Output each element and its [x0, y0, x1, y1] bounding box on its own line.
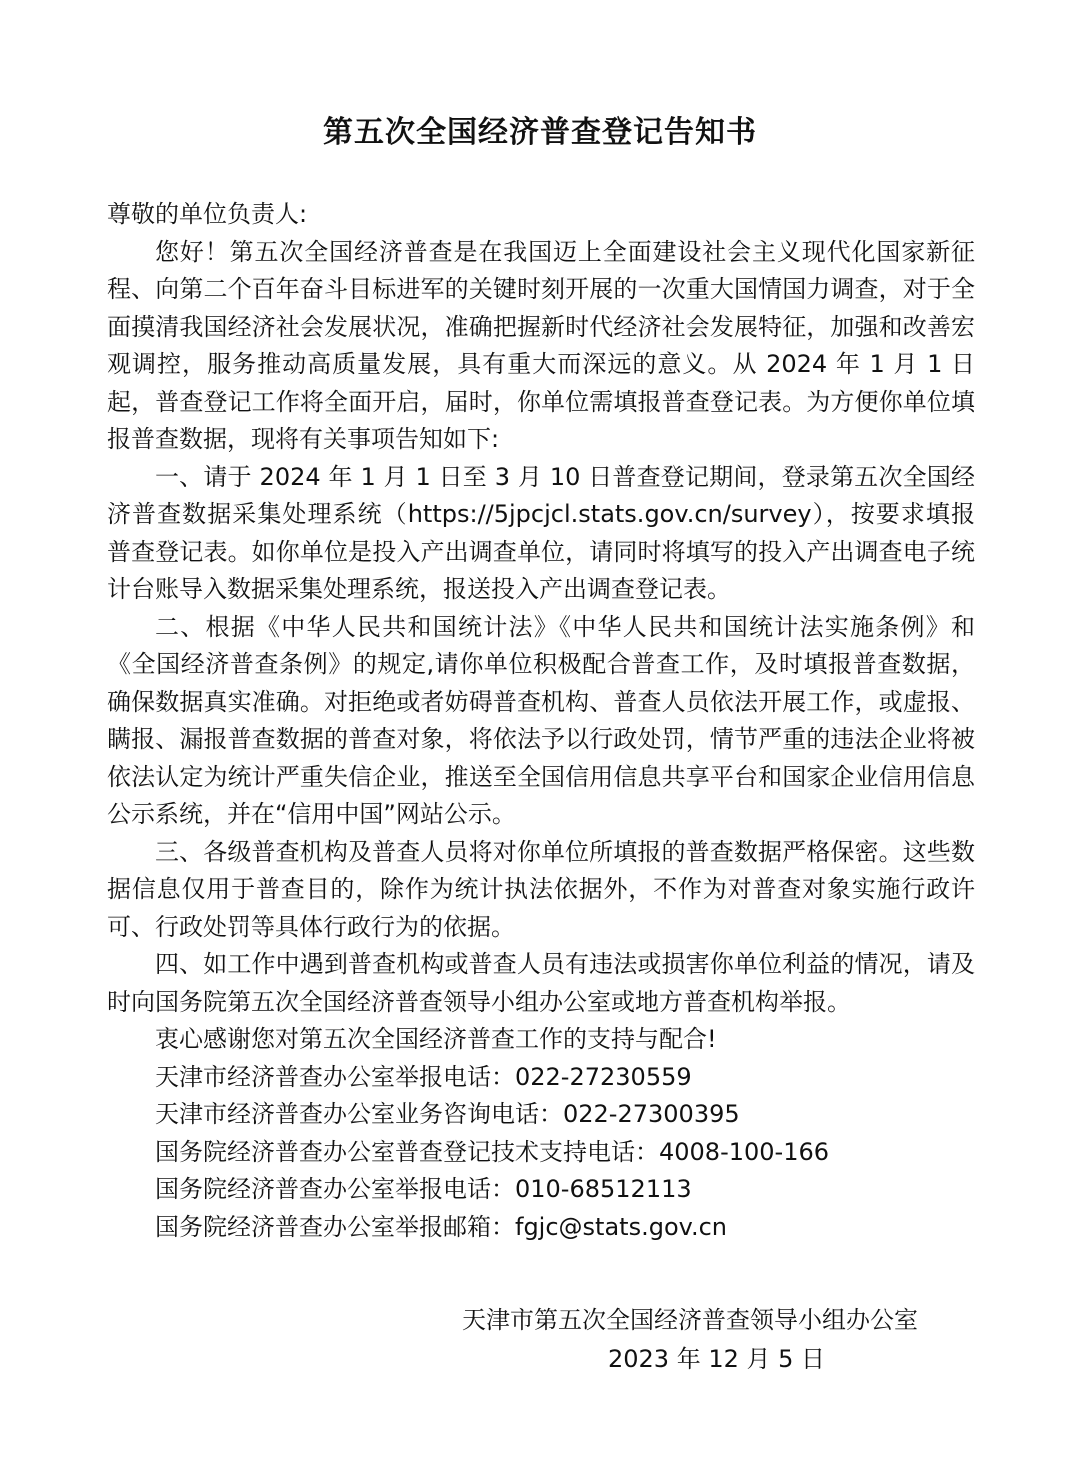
document-body	[107, 196, 975, 1246]
document-title: 第五次全国经济普查登记告知书	[323, 115, 757, 150]
contact-line: 天津市经济普查办公室举报电话：022-27230559	[155, 1062, 692, 1091]
contact-line: 国务院经济普查办公室普查登记技术支持电话：4008-100-166	[155, 1137, 830, 1166]
thanks-line: 衷心感谢您对第五次全国经济普查工作的支持与配合!	[155, 1025, 717, 1053]
signature-block	[440, 1301, 980, 1379]
paragraph-item-2: 二、根据《中华人民共和国统计法》《中华人民共和国统计法实施条例》和《全国经济普查条例》的规定,请你单位积极配合普查工作，及时填报普查数据，确保数据真实准确。对拒绝或者妨碍普查机构、普查人员依法开展工作，或虚报、瞒报、漏报普查数据的普查对象，将依法予以行政处罚，情节严重的违法企业将被依法认定为统计严重失信企业，推送至全国信用信息共享平台和国家企业信用信息公示系统，并在“信用中国”网站公示。	[107, 612, 975, 828]
contact-line: 天津市经济普查办公室业务咨询电话：022-27300395	[155, 1100, 740, 1128]
salutation: 尊敬的单位负责人:	[107, 200, 308, 228]
contact-email-line: 国务院经济普查办公室举报邮箱：fgjc@stats.gov.cn	[155, 1212, 728, 1241]
paragraph-item-3: 三、各级普查机构及普查人员将对你单位所填报的普查数据严格保密。这些数据信息仅用于普查目的，除作为统计执法依据外，不作为对普查对象实施行政许可、行政处罚等具体行政行为的依据。	[107, 837, 975, 941]
signature-organization: 天津市第五次全国经济普查领导小组办公室	[462, 1306, 918, 1334]
paragraph-item-4: 四、如工作中遇到普查机构或普查人员有违法或损害你单位利益的情况，请及时向国务院第五次全国经济普查领导小组办公室或地方普查机构举报。	[107, 950, 975, 1016]
paragraph-intro: 您好！第五次全国经济普查是在我国迈上全面建设社会主义现代化国家新征程、向第二个百年奋斗目标进军的关键时刻开展的一次重大国情国力调查，对于全面摸清我国经济社会发展状况，准确把握新时代经济社会发展特征，加强和改善宏观调控，服务推动高质量发展，具有重大而深远的意义。从 2024 年 1 月 1 日起，普查登记工作将全面开启，届时，你单位需填报普查登记表。为方便你单位填报普查数据，现将有关事项告知如下:	[107, 237, 975, 453]
signature-date: 2023 年 12 月 5 日	[608, 1345, 826, 1373]
paragraph-item-1: 一、请于 2024 年 1 月 1 日至 3 月 10 日普查登记期间，登录第五次全国经济普查数据采集处理系统（https://5jpcjcl.stats.gov.cn/survey），按要求填报普查登记表。如你单位是投入产出调查单位，请同时将填写的投入产出调查电子统计台账导入数据采集处理系统，报送投入产出调查登记表。	[107, 462, 975, 603]
contact-line: 国务院经济普查办公室举报电话：010-68512113	[155, 1175, 692, 1203]
